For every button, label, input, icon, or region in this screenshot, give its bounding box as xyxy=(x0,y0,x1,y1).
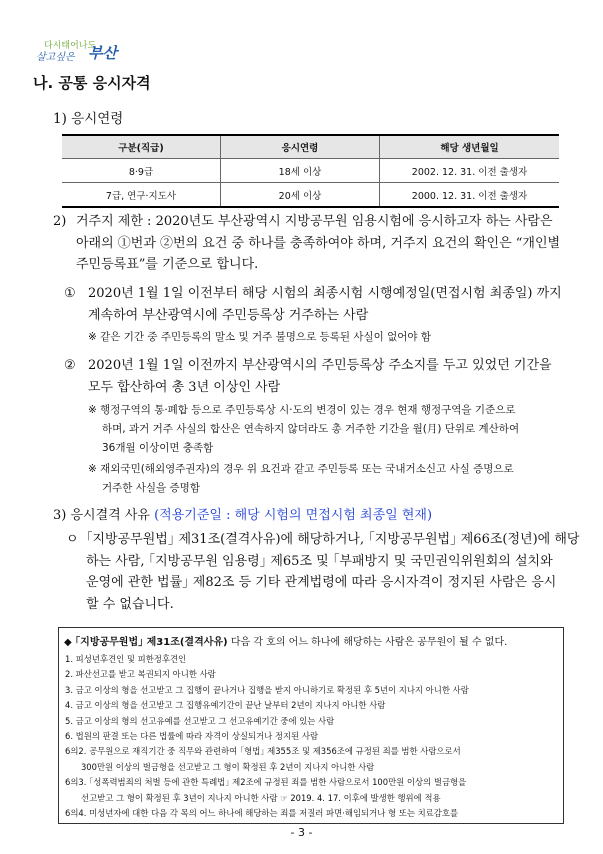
text-line: 2020년 1월 1일 이전부터 해당 시험의 최종시험 시행예정일(면접시험 최종일) 까지 xyxy=(88,286,562,301)
list-item: 2. 파산선고를 받고 복권되지 아니한 사람 xyxy=(65,669,216,680)
page-number: - 3 - xyxy=(290,826,313,839)
box-heading xyxy=(64,633,507,648)
box-heading-rest: 다음 각 호의 어느 하나에 해당하는 사람은 공무원이 될 수 없다. xyxy=(227,637,508,648)
list-item: 6. 법원의 판결 또는 다른 법률에 따라 자격이 상실되거나 정지된 사람 xyxy=(65,731,319,742)
text-line: 거주지 제한 : 2020년도 부산광역시 지방공무원 임용시험에 응시하고자 하는 사람은 xyxy=(76,214,553,229)
text-line: ※ 행정구역의 통·폐합 등으로 주민등록상 시·도의 변경이 있는 경우 현재 행정구역을 기준으로 xyxy=(88,404,516,416)
disq-heading-text: 3) 응시결격 사유 xyxy=(53,508,150,523)
item2-note2 xyxy=(88,460,514,498)
text-line: 계속하여 부산광역시에 주민등록상 거주하는 사람 xyxy=(88,307,369,323)
residence-number: 2) xyxy=(53,214,67,229)
disq-paragraph xyxy=(86,529,579,615)
disq-heading-note: (적용기준일 : 해당 시험의 면접시험 최종일 현재) xyxy=(154,508,433,523)
item2-text xyxy=(88,355,552,398)
table-row xyxy=(62,159,559,183)
text-line: ｢지방공무원법｣ 제31조(결격사유)에 해당하거나, ｢지방공무원법｣ 제66조(정년)에 해당 xyxy=(86,532,580,547)
table-cell: 2002. 12. 31. 이전 출생자 xyxy=(380,159,560,183)
article-31-box xyxy=(58,627,564,824)
table-cell: 20세 이상 xyxy=(221,183,380,208)
list-item: 4. 금고 이상의 형을 선고받고 그 집행유예기간이 끝난 날부터 2년이 지나지 아니한 사람 xyxy=(65,700,386,711)
item1-number: ① xyxy=(64,286,76,301)
text-line: 할 수 없습니다. xyxy=(86,596,174,612)
logo-city: 부산 xyxy=(88,44,117,62)
logo-slogan-bottom: 살고싶은 xyxy=(36,52,75,63)
text-line: 2020년 1월 1일 이전까지 부산광역시의 주민등록상 주소지를 두고 있었던 기간을 xyxy=(88,358,552,373)
text-line: 36개월 이상이면 충족함 xyxy=(102,442,214,454)
table-header: 해당 생년월일 xyxy=(380,135,560,159)
table-header: 구분(직급) xyxy=(62,135,221,159)
list-item: 1. 피성년후견인 및 피한정후견인 xyxy=(65,654,187,664)
logo-slogan-top: 다시태어나도 xyxy=(44,41,97,51)
item1-text xyxy=(88,283,562,326)
text-line: 하며, 과거 거주 사실의 합산은 연속하지 않더라도 총 거주한 기간을 월(月) 단위로 계산하여 xyxy=(102,423,520,435)
disq-bullet: ㅇ xyxy=(66,532,79,547)
list-item: 6의2. 공무원으로 재직기간 중 직무와 관련하여 ｢형법｣ 제355조 및 제356조에 규정된 죄를 범한 사람으로서 xyxy=(65,746,461,757)
table-cell: 7급, 연구·지도사 xyxy=(62,183,221,208)
text-line: 하는 사람, ｢지방공무원 임용령｣ 제65조 및 ｢부패방지 및 국민권익위원회의 설치와 xyxy=(86,553,553,569)
age-heading: 1) 응시연령 xyxy=(53,111,124,127)
table-row xyxy=(62,183,559,208)
box-heading-bold: ◆ ｢지방공무원법｣ 제31조(결격사유) xyxy=(64,637,228,648)
disq-heading xyxy=(53,505,432,527)
busan-logo xyxy=(32,38,122,64)
list-item: 선고받고 그 형이 확정된 후 3년이 지나지 아니한 사람 ☞ 2019. 4. 17. 이후에 발생한 행위에 적용 xyxy=(65,792,441,803)
text-line: 운영에 관한 법률｣ 제82조 등 기타 관계법령에 따라 응시자격이 정지된 사람은 응시 xyxy=(86,575,557,590)
box-items xyxy=(65,652,469,821)
table-cell: 8·9급 xyxy=(62,159,221,183)
table-cell: 2000. 12. 31. 이전 출생자 xyxy=(380,183,560,208)
age-table xyxy=(62,134,559,208)
section-title: 나. 공통 응시자격 xyxy=(33,74,151,92)
table-cell: 18세 이상 xyxy=(221,159,380,183)
item2-number: ② xyxy=(64,358,76,373)
text-line: 주민등록표”를 기준으로 합니다. xyxy=(76,257,259,272)
item2-note1 xyxy=(88,401,519,458)
table-header-row xyxy=(62,135,559,159)
text-line: 거주한 사실을 증명함 xyxy=(102,482,200,494)
text-line: 아래의 ①번과 ②번의 요건 중 하나를 충족하여야 하며, 거주지 요건의 확인은 “개인별 xyxy=(76,235,561,251)
residence-paragraph xyxy=(76,211,570,276)
list-item: 5. 금고 이상의 형의 선고유예를 선고받고 그 선고유예기간 중에 있는 사람 xyxy=(65,715,335,726)
list-item: 300만원 이상의 벌금형을 선고받고 그 형이 확정된 후 2년이 지나지 아니한 사람 xyxy=(65,761,375,772)
table-header: 응시연령 xyxy=(221,135,380,159)
list-item: 6의4. 미성년자에 대한 다음 각 목의 어느 하나에 해당하는 죄를 저질러 파면·해임되거나 형 또는 치료감호를 xyxy=(65,808,459,819)
list-item: 3. 금고 이상의 형을 선고받고 그 집행이 끝나거나 집행을 받지 아니하기로 확정된 후 5년이 지나지 아니한 사람 xyxy=(65,684,469,695)
item1-note: ※ 같은 기간 중 주민등록의 말소 및 거주 불명으로 등록된 사실이 없어야 함 xyxy=(88,331,431,343)
text-line: 모두 합산하여 총 3년 이상인 사람 xyxy=(88,379,281,395)
text-line: ※ 재외국민(해외영주권자)의 경우 위 요건과 같고 주민등록 또는 국내거소신고 사실 증명으로 xyxy=(88,463,514,475)
list-item: 6의3. ｢성폭력범죄의 처벌 등에 관한 특례법｣ 제2조에 규정된 죄를 범한 사람으로서 100만원 이상의 벌금형을 xyxy=(65,777,467,788)
